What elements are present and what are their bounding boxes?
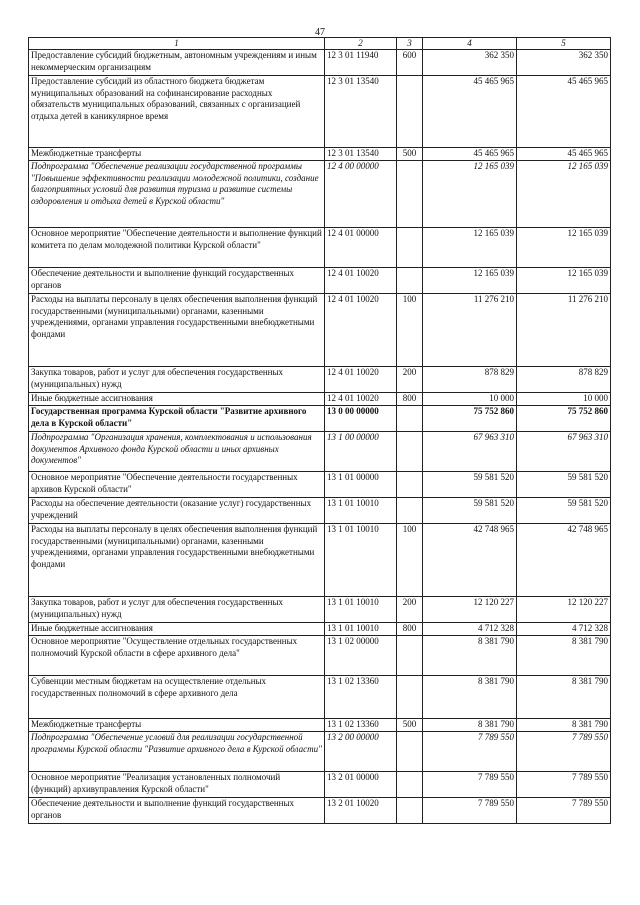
cell-sum-1: 7 789 550	[423, 772, 517, 798]
cell-code: 13 0 00 00000	[325, 406, 397, 432]
cell-name: Основное мероприятие "Обеспечение деятельности государственных архивов Курской области"	[29, 472, 325, 498]
cell-sum-2: 12 165 039	[517, 268, 611, 294]
cell-code: 12 3 01 13540	[325, 76, 397, 148]
cell-type: 500	[397, 148, 423, 161]
cell-code: 13 2 01 10020	[325, 798, 397, 824]
cell-type	[397, 76, 423, 148]
cell-sum-2: 11 276 210	[517, 294, 611, 367]
cell-sum-1: 7 789 550	[423, 732, 517, 772]
cell-sum-2: 10 000	[517, 393, 611, 406]
cell-sum-1: 12 165 039	[423, 268, 517, 294]
header-cell-sum-2: 5	[517, 38, 611, 50]
cell-name: Расходы на обеспечение деятельности (оказание услуг) государственных учреждений	[29, 498, 325, 524]
header-cell-type: 3	[397, 38, 423, 50]
cell-code: 13 1 00 00000	[325, 432, 397, 472]
cell-code: 12 4 01 10020	[325, 268, 397, 294]
table-row	[29, 798, 611, 824]
cell-sum-2: 59 581 520	[517, 472, 611, 498]
cell-type	[397, 498, 423, 524]
table-row	[29, 228, 611, 268]
cell-name: Подпрограмма "Обеспечение условий для реализации государственной программы Курской области "Развитие архивного дела в Курской области"	[29, 732, 325, 772]
table-row	[29, 732, 611, 772]
cell-code: 13 1 01 10010	[325, 623, 397, 636]
header-cell-name: 1	[29, 38, 325, 50]
cell-type: 100	[397, 524, 423, 597]
cell-sum-2: 4 712 328	[517, 623, 611, 636]
cell-name: Иные бюджетные ассигнования	[29, 393, 325, 406]
table-row	[29, 472, 611, 498]
table-row	[29, 636, 611, 676]
table-row	[29, 676, 611, 719]
cell-sum-2: 12 165 039	[517, 228, 611, 268]
table-row	[29, 148, 611, 161]
cell-name: Обеспечение деятельности и выполнение функций государственных органов	[29, 798, 325, 824]
cell-name: Межбюджетные трансферты	[29, 148, 325, 161]
header-cell-code: 2	[325, 38, 397, 50]
header-row	[29, 38, 611, 50]
cell-sum-2: 7 789 550	[517, 772, 611, 798]
cell-code: 12 3 01 13540	[325, 148, 397, 161]
cell-name: Закупка товаров, работ и услуг для обеспечения государственных (муниципальных) нужд	[29, 367, 325, 393]
cell-name: Обеспечение деятельности и выполнение функций государственных органов	[29, 268, 325, 294]
cell-sum-1: 7 789 550	[423, 798, 517, 824]
cell-sum-1: 878 829	[423, 367, 517, 393]
table-row	[29, 719, 611, 732]
cell-type: 200	[397, 597, 423, 623]
cell-code: 13 2 01 00000	[325, 772, 397, 798]
cell-sum-2: 45 465 965	[517, 76, 611, 148]
table-row	[29, 597, 611, 623]
table-row	[29, 393, 611, 406]
cell-sum-1: 10 000	[423, 393, 517, 406]
page-number: 47	[315, 27, 325, 38]
cell-sum-2: 7 789 550	[517, 798, 611, 824]
cell-code: 13 1 02 00000	[325, 636, 397, 676]
table-row	[29, 268, 611, 294]
cell-sum-2: 362 350	[517, 50, 611, 76]
cell-name: Субвенции местным бюджетам на осуществление отдельных государственных полномочий в сфере архивного дела	[29, 676, 325, 719]
cell-sum-1: 75 752 860	[423, 406, 517, 432]
cell-sum-2: 45 465 965	[517, 148, 611, 161]
cell-type: 800	[397, 623, 423, 636]
cell-name: Закупка товаров, работ и услуг для обеспечения государственных (муниципальных) нужд	[29, 597, 325, 623]
cell-code: 13 1 01 10010	[325, 524, 397, 597]
cell-sum-1: 4 712 328	[423, 623, 517, 636]
cell-type: 800	[397, 393, 423, 406]
cell-type: 600	[397, 50, 423, 76]
cell-sum-2: 8 381 790	[517, 719, 611, 732]
cell-type	[397, 406, 423, 432]
cell-code: 13 1 01 10010	[325, 498, 397, 524]
cell-sum-1: 12 120 227	[423, 597, 517, 623]
cell-type	[397, 772, 423, 798]
cell-code: 13 1 01 00000	[325, 472, 397, 498]
cell-code: 13 2 00 00000	[325, 732, 397, 772]
table-row	[29, 772, 611, 798]
cell-name: Иные бюджетные ассигнования	[29, 623, 325, 636]
cell-sum-1: 59 581 520	[423, 498, 517, 524]
cell-code: 12 4 01 10020	[325, 294, 397, 367]
cell-sum-1: 11 276 210	[423, 294, 517, 367]
cell-sum-2: 75 752 860	[517, 406, 611, 432]
cell-type: 100	[397, 294, 423, 367]
cell-sum-1: 12 165 039	[423, 228, 517, 268]
cell-sum-2: 7 789 550	[517, 732, 611, 772]
table-row	[29, 432, 611, 472]
cell-code: 12 3 01 11940	[325, 50, 397, 76]
cell-sum-1: 8 381 790	[423, 676, 517, 719]
cell-name: Подпрограмма "Обеспечение реализации государственной программы "Повышение эффективности реализации молодежной политики, создание благоприятных условий для развития туризма и развитие системы оздоровления и отдыха детей в Курской области"	[29, 161, 325, 228]
budget-table	[28, 37, 611, 824]
table-row	[29, 406, 611, 432]
cell-sum-2: 59 581 520	[517, 498, 611, 524]
table-row	[29, 623, 611, 636]
table-row	[29, 76, 611, 148]
cell-sum-2: 8 381 790	[517, 676, 611, 719]
cell-sum-2: 42 748 965	[517, 524, 611, 597]
cell-name: Предоставление субсидий бюджетным, автономным учреждениям и иным некоммерческим организациям	[29, 50, 325, 76]
cell-type	[397, 432, 423, 472]
cell-type	[397, 228, 423, 268]
cell-name: Расходы на выплаты персоналу в целях обеспечения выполнения функций государственными (муниципальными) органами, казенными учреждениями, органами управления государственными внебюджетными фондами	[29, 524, 325, 597]
table-row	[29, 161, 611, 228]
cell-sum-2: 12 120 227	[517, 597, 611, 623]
cell-code: 12 4 01 10020	[325, 367, 397, 393]
cell-sum-1: 8 381 790	[423, 636, 517, 676]
cell-name: Межбюджетные трансферты	[29, 719, 325, 732]
cell-name: Основное мероприятие "Обеспечение деятельности и выполнение функций комитета по делам молодежной политики Курской области"	[29, 228, 325, 268]
cell-code: 12 4 01 10020	[325, 393, 397, 406]
cell-name: Расходы на выплаты персоналу в целях обеспечения выполнения функций государственными (муниципальными) органами, казенными учреждениями, органами управления государственными внебюджетными фондами	[29, 294, 325, 367]
cell-sum-1: 67 963 310	[423, 432, 517, 472]
table-row	[29, 367, 611, 393]
cell-code: 12 4 01 00000	[325, 228, 397, 268]
cell-sum-1: 362 350	[423, 50, 517, 76]
cell-type	[397, 798, 423, 824]
cell-code: 13 1 01 10010	[325, 597, 397, 623]
table-row	[29, 524, 611, 597]
table-row	[29, 294, 611, 367]
cell-name: Государственная программа Курской области "Развитие архивного дела в Курской области"	[29, 406, 325, 432]
cell-sum-1: 59 581 520	[423, 472, 517, 498]
cell-type: 500	[397, 719, 423, 732]
cell-sum-2: 12 165 039	[517, 161, 611, 228]
cell-code: 13 1 02 13360	[325, 719, 397, 732]
cell-sum-1: 45 465 965	[423, 76, 517, 148]
cell-type	[397, 636, 423, 676]
cell-name: Предоставление субсидий из областного бюджета бюджетам муниципальных образований на софинансирование расходных обязательств муниципальных образований, связанных с организацией отдыха детей в каникулярное время	[29, 76, 325, 148]
cell-type	[397, 161, 423, 228]
cell-sum-1: 12 165 039	[423, 161, 517, 228]
cell-type	[397, 472, 423, 498]
cell-sum-1: 42 748 965	[423, 524, 517, 597]
cell-sum-1: 45 465 965	[423, 148, 517, 161]
header-cell-sum-1: 4	[423, 38, 517, 50]
cell-code: 12 4 00 00000	[325, 161, 397, 228]
cell-sum-2: 8 381 790	[517, 636, 611, 676]
cell-sum-1: 8 381 790	[423, 719, 517, 732]
cell-code: 13 1 02 13360	[325, 676, 397, 719]
cell-name: Подпрограмма "Организация хранения, комплектования и использования документов Архивного фонда Курской области и иных архивных документов"	[29, 432, 325, 472]
cell-type	[397, 268, 423, 294]
cell-type	[397, 676, 423, 719]
cell-sum-2: 878 829	[517, 367, 611, 393]
cell-sum-2: 67 963 310	[517, 432, 611, 472]
cell-type: 200	[397, 367, 423, 393]
cell-name: Основное мероприятие "Реализация установленных полномочий (функций) архивуправления Курской области"	[29, 772, 325, 798]
table-row	[29, 498, 611, 524]
table-row	[29, 50, 611, 76]
cell-type	[397, 732, 423, 772]
cell-name: Основное мероприятие "Осуществление отдельных государственных полномочий Курской области в сфере архивного дела"	[29, 636, 325, 676]
